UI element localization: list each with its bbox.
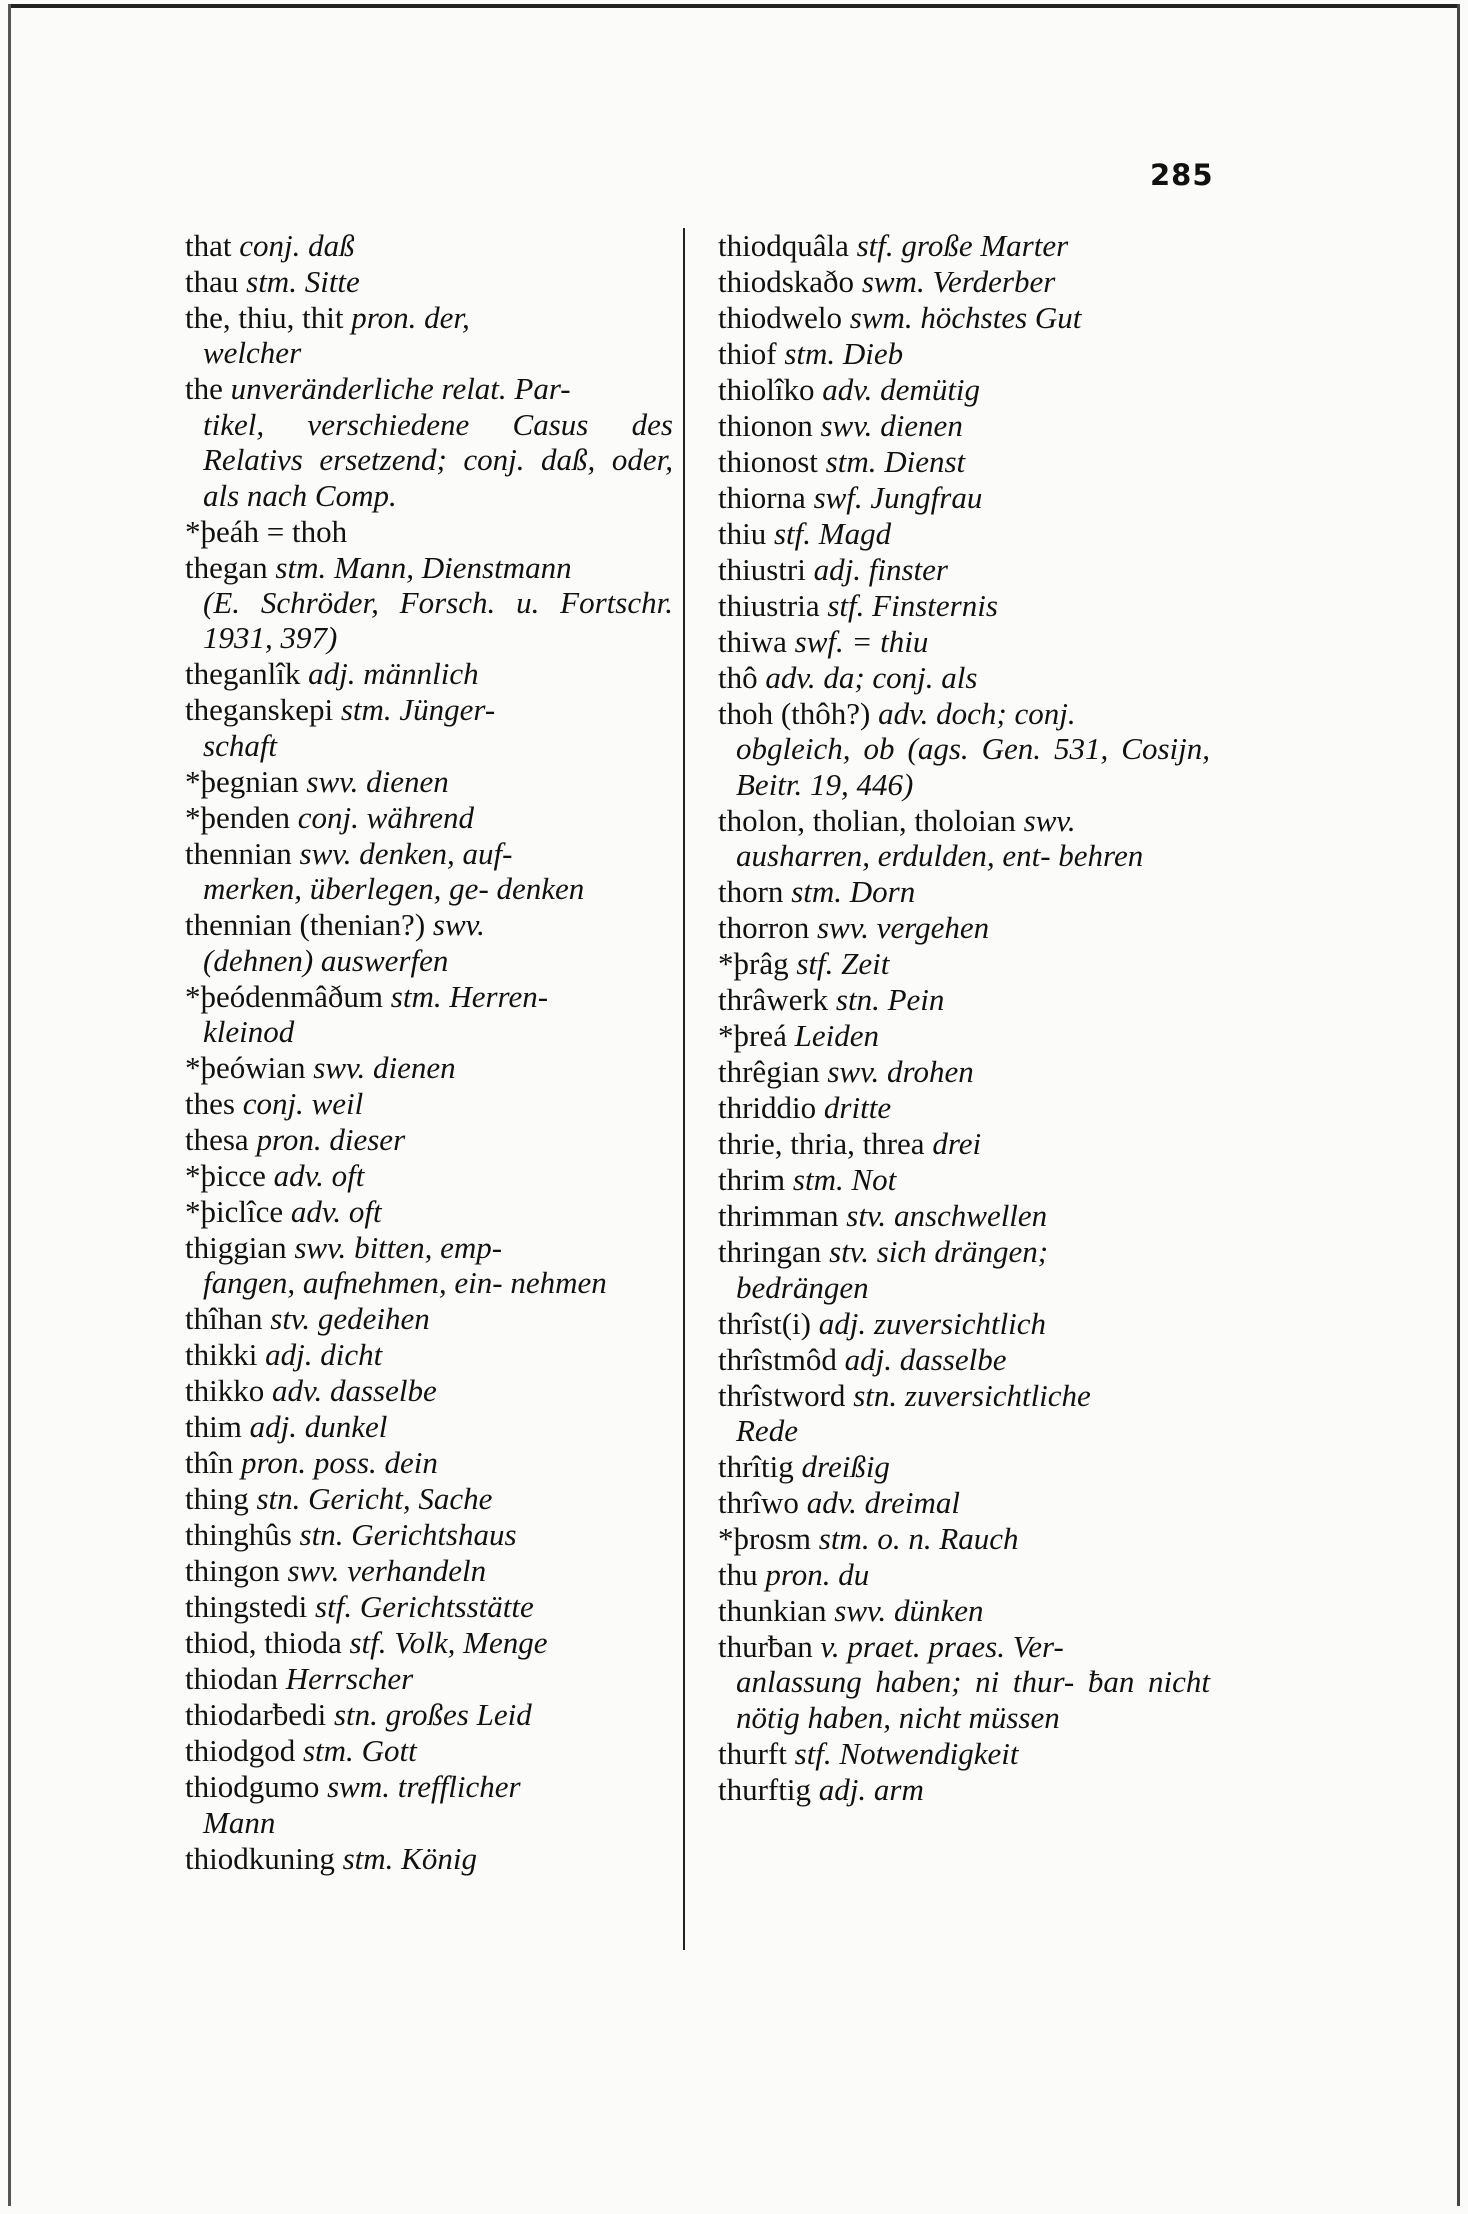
entry-gram: pron. poss. [240,1445,377,1481]
entry-gloss: männlich [363,656,479,692]
entry-gloss: Dorn [849,874,916,910]
dictionary-entry [718,982,1210,1017]
entry-gram: stm. o. n. [818,1521,932,1557]
entry-lemma: thingon [185,1553,280,1589]
entry-gram: swm. [849,300,913,335]
entry-gram: swv. [299,835,352,871]
entry-gram: pron. [256,1122,322,1158]
entry-gloss: da; conj. als [823,660,978,695]
entry-lemma: thrie, thria, threa [718,1126,925,1162]
dictionary-entry [185,1194,673,1229]
entry-lemma: thorn [718,874,784,910]
dictionary-entry [185,1769,673,1840]
dictionary-entry [185,1625,673,1660]
dictionary-entry [185,1301,673,1336]
entry-lemma: the, thiu, thit [185,300,344,335]
entry-lemma: thurƀan [718,1629,813,1665]
entry-gloss: Magd [818,516,892,551]
entry-gram: swv. [287,1553,340,1589]
dictionary-entry [185,514,673,549]
entry-gram: stf. [773,516,812,551]
entry-lemma: *þenden [185,799,291,835]
entry-gram: stn. [853,1377,898,1413]
dictionary-entry [718,1593,1210,1628]
entry-gloss: während [366,799,475,835]
entry-gloss: dicht [320,1337,383,1373]
entry-gram: stf. [349,1625,387,1661]
entry-lemma: *þeódenmâðum [185,978,384,1014]
entry-lemma: thegan [185,549,268,585]
entry-gloss: Rauch [939,1521,1019,1557]
entry-lemma: thrâwerk [718,982,829,1018]
entry-gram: stf. [827,588,865,623]
entry-lemma: thiu [718,516,767,551]
dictionary-entry [718,1126,1210,1161]
entry-gram: adj. [308,656,356,692]
dictionary-entry [185,764,673,799]
entry-lemma: thionost [718,444,818,479]
entry-lemma: thiodwelo [718,300,842,335]
entry-lemma: *þicce [185,1158,266,1194]
entry-gloss: König [401,1840,477,1876]
entry-gram: conj. [239,228,301,263]
entry-continuation: welcher [203,335,302,371]
entry-lemma: tholon, tholian, tholoian [718,802,1016,838]
entry-lemma: thennian (thenian?) [185,907,426,943]
entry-gloss: Gericht, Sache [308,1481,493,1517]
entry-gloss: zuversichtliche [904,1377,1091,1413]
entry-gram: conj. [242,1086,304,1122]
dictionary-entry [718,1736,1210,1771]
entry-gloss: Jungfrau [870,480,983,515]
entry-gloss: trefflicher [397,1769,521,1805]
entry-lemma: thinghûs [185,1517,292,1553]
entry-gram: adv. [271,1373,323,1409]
dictionary-entry [185,836,673,907]
dictionary-entry [718,300,1210,335]
entry-gloss: zuversichtlich [873,1305,1047,1341]
dictionary-entry [718,516,1210,551]
entry-gram: swv. [1023,802,1076,838]
entry-gram: stm. [302,1733,354,1769]
entry-gloss: Verderber [932,264,1056,299]
entry-gloss: Sitte [304,264,360,299]
dictionary-entry [718,444,1210,479]
entry-lemma: the [185,371,223,407]
dictionary-entry [718,1557,1210,1592]
entry-gloss: dreimal [864,1485,960,1521]
entry-lemma: thikki [185,1337,258,1373]
entry-lemma: *þeówian [185,1050,306,1086]
entry-continuation: tikel, verschiedene Casus des Relativs ersetzend; conj. daß, oder, als nach Comp. [203,406,673,513]
entry-gloss: Herrscher [285,1661,414,1697]
entry-gloss: arm [873,1771,924,1807]
dictionary-entry [185,800,673,835]
entry-lemma: thim [185,1409,242,1445]
entry-gloss: Gerichtsstätte [359,1589,534,1625]
dictionary-entry [185,228,673,263]
entry-gloss: Dieb [842,336,904,371]
dictionary-entry [718,264,1210,299]
entry-gram: pron. [765,1557,831,1593]
entry-gram: stf. [315,1589,353,1625]
dictionary-entry [718,1629,1210,1735]
dictionary-entry [718,874,1210,909]
entry-gram: swv. [313,1050,366,1086]
entry-gram: adv. [765,660,816,695]
entry-gram: stm. [246,264,297,299]
dictionary-entry [718,228,1210,263]
dictionary-entry [185,1481,673,1516]
entry-gram: stf. [794,1735,832,1771]
dictionary-entry [718,624,1210,659]
entry-gloss: vergehen [876,910,990,946]
entry-gloss: Leiden [794,1018,879,1054]
entry-lemma: *þiclîce [185,1194,284,1230]
entry-gloss: höchstes Gut [920,300,1082,335]
dictionary-entry [185,1050,673,1085]
entry-continuation: obgleich, ob (ags. Gen. 531, Cosijn, Beitr. 19, 446) [736,731,1210,802]
entry-gloss: Dienst [884,444,966,479]
entry-lemma: thiustria [718,588,820,623]
entry-gram: conj. [297,799,359,835]
dictionary-entry [718,1054,1210,1089]
entry-gram: swf. [813,480,863,515]
entry-lemma: thiod, thioda [185,1625,342,1661]
entry-lemma: thurft [718,1735,787,1771]
entry-lemma: that [185,228,232,263]
dictionary-entry [718,480,1210,515]
entry-gram: stm. [792,1162,844,1198]
entry-continuation: anlassung haben; ni thur- ƀan nicht nötig haben, nicht müssen [736,1664,1210,1735]
entry-gram: swv. [820,408,873,443]
entry-gloss: Gerichtshaus [351,1517,517,1553]
entry-gram: adv. [878,696,929,731]
entry-gloss: anschwellen [893,1198,1048,1234]
entry-continuation: ausharren, erdulden, ent- behren [736,838,1144,874]
entry-gloss: weil [311,1086,364,1122]
entry-gram: swv. [432,907,485,943]
dictionary-entry [718,1378,1210,1449]
dictionary-entry [718,408,1210,443]
entry-lemma: *þrâg [718,946,789,982]
entry-gram: stm. [275,549,327,585]
entry-gram: adj. [818,1305,867,1341]
entry-gram: swv. [834,1593,887,1629]
entry-gloss: drei [932,1126,982,1162]
entry-gram: swm. [327,1769,390,1805]
entry-gloss: Not [851,1162,897,1198]
entry-lemma: thikko [185,1373,265,1409]
entry-gram: adv. [806,1485,857,1521]
entry-lemma: thunkian [718,1593,827,1629]
entry-lemma: thrîtig [718,1449,794,1485]
entry-gram: stf. [856,228,894,263]
entry-gram: stv. [270,1301,311,1337]
dictionary-entry [718,946,1210,981]
entry-gloss: du [838,1557,870,1593]
dictionary-entry [718,1234,1210,1305]
entry-lemma: thîhan [185,1301,263,1337]
entry-gloss: Volk, Menge [394,1625,548,1661]
entry-gram: adv. [822,372,873,407]
dictionary-entry [185,1086,673,1121]
entry-gram: swm. [861,264,925,299]
dictionary-entry [718,1306,1210,1341]
entry-lemma: thiodgod [185,1733,296,1769]
dictionary-entry [718,1772,1210,1807]
entry-lemma: thiustri [718,552,806,587]
entry-gloss: der, [424,300,470,335]
entry-gram: stn. [835,982,880,1018]
entry-lemma: thingstedi [185,1589,308,1625]
entry-gram: swv. [306,763,359,799]
dictionary-entry [718,1162,1210,1197]
dictionary-entry [185,1122,673,1157]
entry-gram: adj. [844,1341,892,1377]
entry-gloss: dritte [823,1090,892,1126]
entry-gloss: Gott [361,1733,417,1769]
entry-continuation: schaft [203,727,278,763]
page-edge-top [8,4,1460,8]
entry-lemma: thorron [718,910,810,946]
dictionary-entry [185,1230,673,1301]
entry-lemma: thiggian [185,1230,287,1266]
entry-gram: stm. [784,336,836,371]
entry-continuation: (dehnen) auswerfen [203,942,449,978]
entry-gloss: große Marter [901,228,1069,263]
entry-lemma: thriddio [718,1090,817,1126]
entry-lemma: thes [185,1086,235,1122]
entry-lemma: thiorna [718,480,806,515]
entry-lemma: thrimman [718,1198,839,1234]
dictionary-entry [718,1198,1210,1233]
dictionary-entry [185,550,673,656]
entry-lemma: thing [185,1481,249,1517]
dictionary-entry [185,300,673,371]
dictionary-entry [185,656,673,691]
entry-gloss: dunkel [304,1409,388,1445]
dictionary-entry [718,372,1210,407]
entry-lemma: thau [185,264,239,299]
dictionary-entry [185,1697,673,1732]
entry-gloss: dieser [329,1122,406,1158]
entry-gloss: dienen [372,1050,456,1086]
page-edge-left [8,4,11,2206]
entry-gloss: daß [308,228,355,263]
entry-gloss: = thiu [851,624,929,659]
entry-lemma: thennian [185,835,292,871]
entry-lemma: thrîwo [718,1485,799,1521]
dictionary-entry [718,588,1210,623]
entry-gloss: bitten, emp- [354,1230,503,1266]
entry-gloss: Finsternis [872,588,998,623]
entry-lemma: thrîst(i) [718,1305,811,1341]
entry-gloss: Pein [887,982,945,1018]
entry-gloss: unveränderliche relat. Par- [230,371,571,407]
dictionary-entry [718,660,1210,695]
entry-gram: adv. [290,1194,342,1230]
entry-gloss: dein [384,1445,438,1481]
dictionary-entry [185,264,673,299]
entry-lemma: thiodkuning [185,1840,335,1876]
dictionary-entry [718,1485,1210,1520]
entry-gram: stm. [340,692,392,728]
entry-gram: stn. [256,1481,301,1517]
entry-gloss: oft [331,1158,365,1194]
dictionary-entry [718,1521,1210,1556]
entry-gram: adv. [273,1158,324,1194]
left-column [185,228,673,1877]
dictionary-entry [185,1661,673,1696]
entry-lemma: thiodarƀedi [185,1697,327,1733]
dictionary-entry [718,803,1210,874]
entry-lemma: thrêgian [718,1054,820,1090]
dictionary-entry [718,1342,1210,1377]
dictionary-entry [185,979,673,1050]
entry-gloss: Herren- [449,978,549,1014]
entry-gloss: drohen [887,1054,974,1090]
entry-continuation: Rede [736,1413,798,1449]
entry-lemma: thiodquâla [718,228,849,263]
entry-gloss: Mann, Dienstmann [333,549,572,585]
entry-gram: stn. [299,1517,344,1553]
dictionary-entry [185,1337,673,1372]
entry-lemma: thu [718,1557,758,1593]
dictionary-entry [185,1409,673,1444]
dictionary-entry [718,1090,1210,1125]
dictionary-entry [185,1553,673,1588]
entry-gram: adj. [249,1409,297,1445]
entry-lemma: thiodskaðo [718,264,855,299]
entry-continuation: kleinod [203,1014,295,1050]
entry-gloss: oft [348,1194,382,1230]
dictionary-entry [185,1373,673,1408]
entry-lemma: thrim [718,1162,786,1198]
entry-gloss: dreißig [801,1449,890,1485]
entry-lemma: thurftig [718,1771,811,1807]
dictionary-entry [718,696,1210,802]
entry-lemma: *þreá [718,1018,787,1054]
entry-gloss: demütig [880,372,981,407]
entry-gram: stv. [846,1198,887,1234]
page-edge-right [1457,4,1460,2206]
right-column [718,228,1210,1808]
entry-gram: swv. [294,1230,347,1266]
entry-lemma: thrîstword [718,1377,846,1413]
dictionary-entry [718,910,1210,945]
entry-gram: swf. [794,624,844,659]
entry-gloss: großes Leid [385,1697,532,1733]
page-number: 285 [1150,158,1214,192]
entry-lemma: *þrosm [718,1521,811,1557]
entry-gloss: gedeihen [317,1301,430,1337]
entry-gram: adj. [818,1771,867,1807]
entry-gram: stn. [333,1697,378,1733]
entry-lemma: thrîstmôd [718,1341,837,1377]
entry-gloss: dünken [893,1593,984,1629]
dictionary-entry [718,336,1210,371]
entry-lemma: thiodan [185,1661,278,1697]
entry-gloss: dasselbe [899,1341,1007,1377]
entry-lemma: thoh (thôh?) [718,696,871,731]
entry-gram: swv. [817,910,869,946]
entry-lemma: thiodgumo [185,1769,320,1805]
entry-lemma: thiolîko [718,372,815,407]
entry-gloss: Zeit [841,946,890,982]
dictionary-entry [185,907,673,978]
entry-lemma: thiwa [718,624,787,659]
entry-gram: stm. [342,1840,394,1876]
entry-gloss: denken, auf- [359,835,513,871]
dictionary-entry [185,371,673,513]
entry-continuation: (E. Schröder, Forsch. u. Fortschr. 1931, 397) [203,585,673,656]
entry-continuation: bedrängen [736,1269,869,1305]
dictionary-entry [185,1158,673,1193]
entry-gloss: dienen [880,408,963,443]
entry-gram: pron. [351,300,417,335]
entry-gloss: doch; conj. [936,696,1076,731]
entry-continuation: fangen, aufnehmen, ein- nehmen [203,1265,607,1301]
entry-gloss: finster [868,552,948,587]
entry-lemma: *þegnian [185,763,299,799]
entry-gram: stm. [791,874,843,910]
entry-gloss: Notwendigkeit [839,1735,1019,1771]
entry-gloss: Ver- [1012,1629,1064,1665]
entry-gram: stm. [390,978,442,1014]
entry-continuation: Mann [203,1804,276,1840]
entry-lemma: thiof [718,336,777,371]
entry-gram: adj. [813,552,861,587]
entry-lemma: theganlîk [185,656,301,692]
entry-gloss: sich drängen; [876,1234,1049,1270]
dictionary-entry [185,1841,673,1876]
entry-gloss: verhandeln [347,1553,487,1589]
entry-continuation: merken, überlegen, ge- denken [203,871,585,907]
entry-gram: adj. [265,1337,313,1373]
entry-gram: swv. [827,1054,880,1090]
dictionary-entry [718,1449,1210,1484]
entry-gram: stm. [825,444,877,479]
entry-lemma: thô [718,660,758,695]
dictionary-entry [718,1018,1210,1053]
entry-gloss: dasselbe [329,1373,437,1409]
entry-lemma: thîn [185,1445,234,1481]
entry-gram: v. praet. praes. [820,1629,1005,1665]
entry-lemma: *þeáh = thoh [185,513,348,549]
entry-lemma: thionon [718,408,813,443]
entry-gram: stf. [796,946,834,982]
entry-lemma: thesa [185,1122,249,1158]
entry-lemma: thringan [718,1234,822,1270]
entry-lemma: theganskepi [185,692,334,728]
dictionary-entry [185,692,673,763]
entry-gram: stv. [829,1234,869,1270]
entry-gloss: dienen [366,763,449,799]
entry-gloss: Jünger- [399,692,496,728]
dictionary-entry [185,1517,673,1552]
dictionary-entry [185,1589,673,1624]
dictionary-entry [185,1733,673,1768]
column-divider [683,228,685,1950]
dictionary-entry [718,552,1210,587]
dictionary-entry [185,1445,673,1480]
